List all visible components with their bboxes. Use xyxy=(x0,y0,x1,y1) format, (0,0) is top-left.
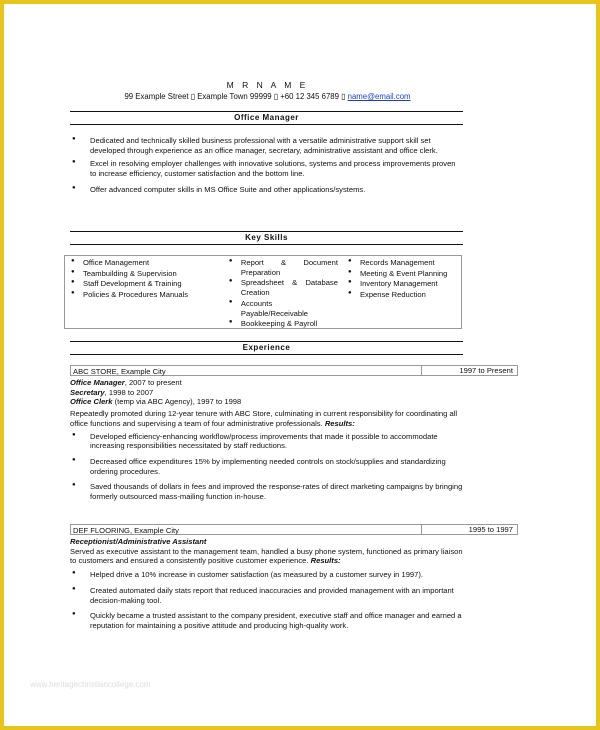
role-line xyxy=(70,397,465,407)
job-row-def xyxy=(70,524,518,535)
resume-name: M R N A M E xyxy=(226,80,309,90)
result-bullet: ● Quickly became a trusted assistant to the company president, executive staff and office manager and earned a reputation for maintaining a positive attitude and producing high-quality work. xyxy=(70,611,465,630)
job1-details xyxy=(70,378,465,506)
skills-column-1 xyxy=(65,256,223,328)
summary-continuation: to increase efficiency, customer satisfaction and the bottom line. xyxy=(90,169,305,179)
skill-item: ● Meeting & Event Planning xyxy=(346,269,457,279)
summary-bullet: ● Dedicated and technically skilled business professional with a versatile administrative support skill set developed through experience as an office manager, secretary, administrative assistant and office clerk. xyxy=(70,136,465,155)
job-summary-text: Served as executive assistant to the management team, handled a busy phone system, functioned as primary liaison to customers and ensured a consistently positive customer experience. xyxy=(70,546,463,566)
result-bullet: ● Created automated daily stats report that reduced inaccuracies and provided management with an important decision-making tool. xyxy=(70,586,465,605)
section-heading-key-skills: Key Skills xyxy=(70,231,463,245)
skills-column-2 xyxy=(223,256,342,328)
job-summary-text: Repeatedly promoted during 12-year tenure with ABC Store, culminating in current responsibility for coordinating all office functions and supervising a team of four administrative professionals. xyxy=(70,409,458,428)
summary-bullet: ● Offer advanced computer skills in MS Office Suite and other applications/systems. xyxy=(70,185,465,195)
results-label: Results: xyxy=(310,556,341,566)
watermark-text: www.heritagechristiancollege.com xyxy=(30,680,151,689)
job-summary xyxy=(70,409,465,428)
job-dates: 1997 to Present xyxy=(421,365,517,376)
role-dates: (temp via ABC Agency), 1997 to 1998 xyxy=(112,397,242,407)
job-dates: 1995 to 1997 xyxy=(421,524,517,535)
email-link[interactable]: name@email.com xyxy=(347,92,411,101)
skill-item: ● Teambuilding & Supervision xyxy=(69,269,219,279)
job2-details xyxy=(70,537,465,635)
skill-item: ● Spreadsheet & Database Creation xyxy=(227,278,338,297)
role-dates: , 2007 to present xyxy=(124,378,182,387)
summary-bullet: ● Excel in resolving employer challenges with innovative solutions, systems and process improvements proven xyxy=(70,159,465,169)
skill-item: ● Policies & Procedures Manuals xyxy=(69,290,219,300)
role-title: Office Clerk xyxy=(70,397,113,407)
summary-block xyxy=(70,136,465,199)
role-title: Secretary xyxy=(70,387,105,397)
skills-column-3 xyxy=(342,256,461,328)
job-row-abc xyxy=(70,365,518,376)
role-title: Office Manager xyxy=(70,378,125,387)
skill-item: ● Inventory Management xyxy=(346,279,457,289)
skill-item: ● Expense Reduction xyxy=(346,290,457,300)
skill-item: ● Accounts Payable/Receivable xyxy=(227,299,338,318)
result-bullet: ● Saved thousands of dollars in fees and improved the response-rates of direct marketing campaigns by bringing formerly outsourced mass-mailing function in-house. xyxy=(70,482,465,501)
section-heading-office-manager: Office Manager xyxy=(70,111,463,125)
skill-item: ● Report & Document Preparation xyxy=(227,258,338,277)
skills-table xyxy=(64,255,462,329)
result-bullet: ● Helped drive a 10% increase in customer satisfaction (as measured by a customer survey in 1997). xyxy=(70,570,465,580)
role-line xyxy=(70,388,465,398)
address-text: 99 Example Street ▯ Example Town 99999 ▯ +60 12 345 6789 ▯ xyxy=(124,92,348,101)
company-name: DEF FLOORING, Example City xyxy=(73,526,179,535)
skill-item: ● Office Management xyxy=(69,258,219,268)
role-title: Receptionist/Administrative Assistant xyxy=(70,537,207,546)
company-name: ABC STORE, Example City xyxy=(73,367,166,376)
skill-item: ● Bookkeeping & Payroll xyxy=(227,319,338,329)
skill-item: ● Records Management xyxy=(346,258,457,268)
result-bullet: ● Decreased office expenditures 15% by implementing needed controls on stock/supplies and standardizing ordering procedures. xyxy=(70,457,465,476)
result-bullet: ● Developed efficiency-enhancing workflow/process improvements that made it possible to accommodate increasing responsibilities necessitated by staff reductions. xyxy=(70,432,465,451)
job-summary xyxy=(70,547,465,566)
contact-line xyxy=(70,92,465,102)
results-label: Results: xyxy=(324,418,355,428)
role-line xyxy=(70,378,465,388)
skill-item: ● Staff Development & Training xyxy=(69,279,219,289)
role-dates: , 1998 to 2007 xyxy=(104,387,154,397)
section-heading-experience: Experience xyxy=(70,341,463,355)
